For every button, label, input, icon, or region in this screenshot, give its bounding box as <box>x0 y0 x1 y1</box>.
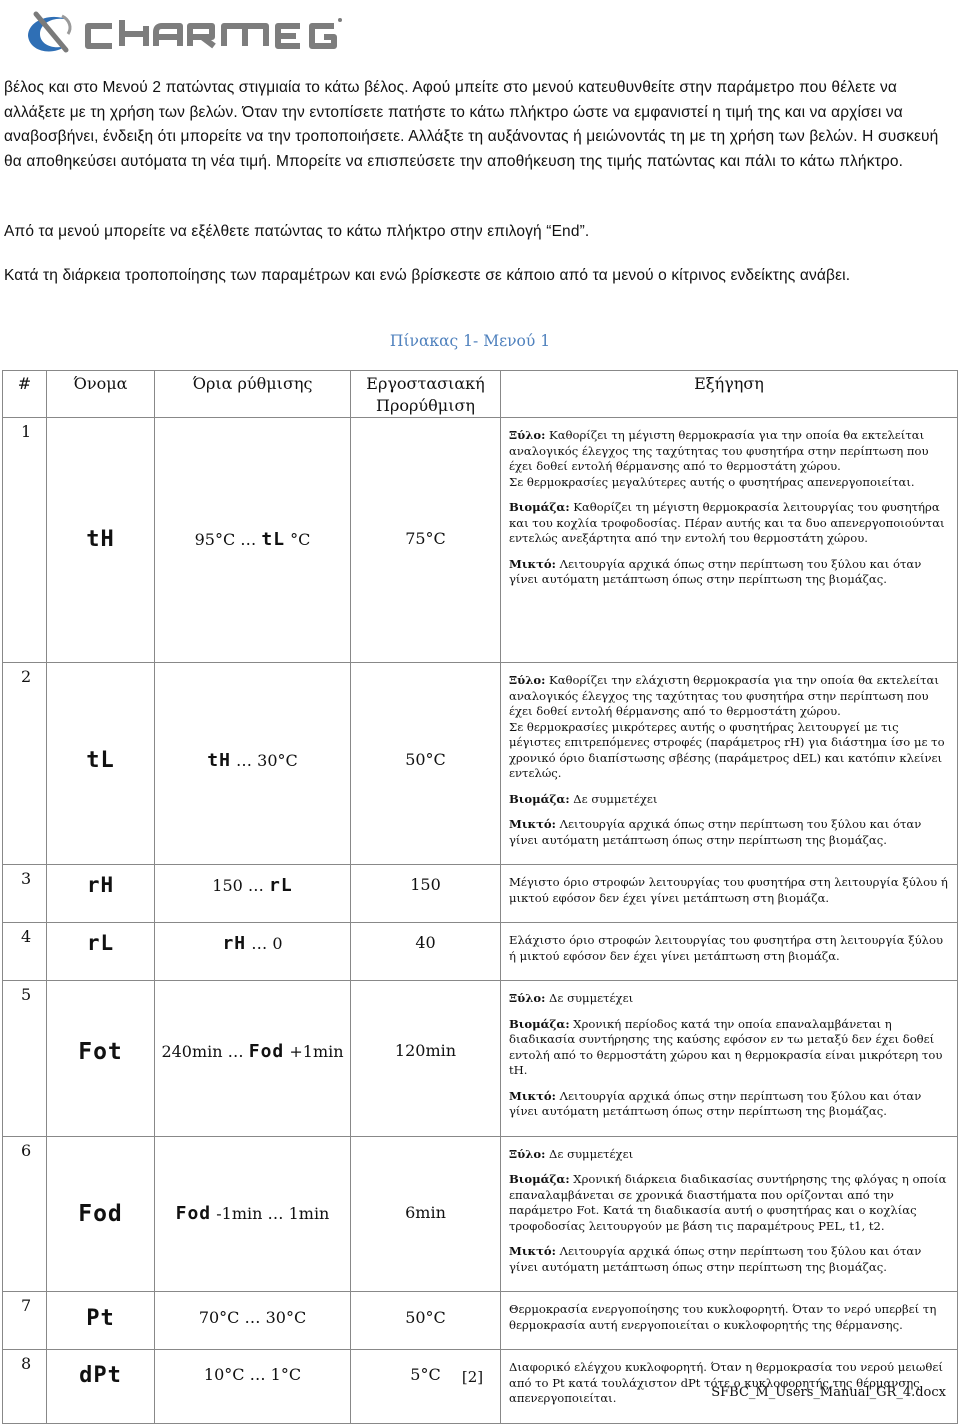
body-paragraph-instructions: βέλος και στο Μενού 2 πατώντας στιγμιαία το κάτω βέλος. Αφού μπείτε στο μενού κατευθυνθείτε στην παράμετρο που θέλετε να αλλάξετε με τη χρήση των βελών. Όταν την εντοπίσετε πατήστε το κάτω πλήκτρο ώστε να εμφανιστεί η τιμή της και να αρχίσει να αναβοσβήνει, ένδειξη ότι μπορείτε να την τροποποιήσετε. Αλλάξτε τη αυξάνοντας ή μειώνοντάς τη με τη χρήση των βελών. Η συσκευή θα αποθηκεύσει αυτόματα τη νέα τιμή. Μπορείτε να επισπεύσετε την αποθήκευση της τιμής πατώντας και πάλι το κάτω πλήκτρο. <box>4 79 939 170</box>
limits-cell <box>155 1136 351 1292</box>
explanation-text: Καθορίζει τη μέγιστη θερμοκρασία για την οποία θα εκτελείται αναλογικός έλεγχος της ταχύτητας του φυσητήρα στην περίπτωση που έχει δοθεί εντολή θέρμανσης από το θερμοστάτη χώρου. <box>509 428 929 473</box>
limits-text-b: °C <box>290 530 311 549</box>
body-paragraph-indicator: Κατά τη διάρκεια τροποποίησης των παραμέτρων και ενώ βρίσκεστε σε κάποιο από τα μενού ο κίτρινος ενδείκτης ανάβει. <box>4 267 851 284</box>
limits-cell <box>155 981 351 1137</box>
fuel-mode-label: Ξύλο: <box>509 673 546 687</box>
limits-value <box>155 1308 350 1327</box>
limits-text-a: 150 … <box>212 876 264 895</box>
explanation-cell <box>501 865 958 923</box>
table-row <box>3 865 958 923</box>
explanation-paragraph <box>509 875 951 906</box>
limits-text-a: 240min … <box>161 1042 244 1061</box>
explanation-text: Θερμοκρασία ενεργοποίησης του κυκλοφορητή. Όταν το νερό υπερβεί τη θερμοκρασία αυτή ενεργοποιείται ο κυκλοφορητής της θέρμανσης. <box>509 1302 937 1332</box>
explanation-extra: Σε θερμοκρασίες μικρότερες αυτής ο φυσητήρας λειτουργεί με τις μέγιστες επιτρεπόμενες στροφές (παράμετρος rH) για διάστημα ίσο με το χρονικό όριο διαπίστωσης σβέσης (παράμετρος dEL) και κατόπιν κλείνει εντελώς. <box>509 719 945 780</box>
factory-value: 120min <box>394 1041 457 1060</box>
explanation-paragraph <box>509 673 951 782</box>
explanation-paragraph <box>509 1302 951 1333</box>
header-num: # <box>3 371 47 418</box>
limits-cell <box>155 663 351 865</box>
limits-display-ref: rL <box>269 875 293 896</box>
limits-text-b: … 30°C <box>236 751 298 770</box>
fuel-mode-label: Μικτό: <box>509 1244 556 1258</box>
param-name-display: Fod <box>78 1200 123 1227</box>
limits-display-ref: tH <box>207 750 231 771</box>
param-name-cell <box>47 1292 155 1350</box>
explanation-text: Λειτουργία αρχικά όπως στην περίπτωση του ξύλου και όταν γίνει αυτόματη μετάπτωση όπως στην περίπτωση της βιομάζας. <box>509 556 922 586</box>
limits-text-b: +1min <box>289 1042 344 1061</box>
limits-value <box>155 875 350 896</box>
limits-text-a: 95°C … <box>194 530 257 549</box>
explanation-text: Καθορίζει τη μέγιστη θερμοκρασία λειτουργίας του φυσητήρα και του κοχλία τροφοδοσίας. Πέραν αυτής και τα δυο απενεργοποιούνται εντελώς ανεξάρτητα από την εντολή του θερμοστάτη χώρου. <box>509 500 945 545</box>
page-number: [2] <box>461 1368 484 1386</box>
param-name-display: rH <box>86 873 115 897</box>
limits-text-b: … 0 <box>251 934 283 953</box>
param-name-cell <box>47 1136 155 1292</box>
fuel-mode-label: Βιομάζα: <box>509 1172 570 1186</box>
explanation-paragraph <box>509 500 951 547</box>
row-number: 4 <box>3 923 47 981</box>
explanation-cell <box>501 923 958 981</box>
fuel-mode-label: Ξύλο: <box>509 428 546 442</box>
table-row <box>3 981 958 1137</box>
factory-cell <box>351 663 501 865</box>
factory-cell <box>351 418 501 663</box>
explanation-text: Χρονική διάρκεια διαδικασίας συντήρησης της φλόγας η οποία επαναλαμβάνεται σε χρονικά διαστήματα που ορίζονται από την παράμετρο Fot. Κατά τη διαδικασία αυτή ο φυσητήρας και ο κοχλίας τροφοδοσίας λειτουργούν με βάση τις παραμέτρους PEL, t1, t2. <box>509 1172 947 1233</box>
fuel-mode-label: Ξύλο: <box>509 1146 546 1161</box>
param-name-display: Pt <box>86 1306 115 1331</box>
factory-cell <box>351 865 501 923</box>
table-row <box>3 663 958 865</box>
param-name-display: tH <box>86 527 115 552</box>
row-number: 1 <box>3 418 47 663</box>
table-row <box>3 418 958 663</box>
explanation-text: Διαφορικό ελέγχου κυκλοφορητή. Όταν η θερμοκρασία του νερού μειωθεί από το Pt κατά τουλάχιστον dPt τότε ο κυκλοφορητής της θέρμανσης απενεργοποιείται. <box>509 1360 943 1405</box>
factory-cell <box>351 1350 501 1424</box>
explanation-text: Χρονική περίοδος κατά την οποία επαναλαμβάνεται η διαδικασία συντήρησης της καύσης εφόσον εν τω μεταξύ δεν έχει δοθεί εντολή από το θερμοστάτη χώρου και η θερμοκρασία είναι μικρότερη του tH. <box>509 1016 943 1077</box>
param-name-cell <box>47 981 155 1137</box>
table-row <box>3 1136 958 1292</box>
factory-cell <box>351 981 501 1137</box>
explanation-cell <box>501 1136 958 1292</box>
row-number: 2 <box>3 663 47 865</box>
param-name-cell <box>47 865 155 923</box>
row-number: 7 <box>3 1292 47 1350</box>
limits-text-a: 70°C … 30°C <box>198 1308 307 1327</box>
limits-value <box>155 529 350 550</box>
explanation-cell <box>501 981 958 1137</box>
param-name-cell <box>47 663 155 865</box>
header-explanation: Εξήγηση <box>501 371 958 418</box>
limits-text-a: 10°C … 1°C <box>203 1365 302 1384</box>
factory-value: 150 <box>410 875 441 894</box>
explanation-cell <box>501 1292 958 1350</box>
fuel-mode-label: Βιομάζα: <box>509 1016 570 1031</box>
explanation-text: Μέγιστο όριο στροφών λειτουργίας του φυσητήρα στη λειτουργία ξύλου ή μικτού εφόσον δεν έχει γίνει μετάπτωση στη βιομάζα. <box>509 875 948 905</box>
factory-cell <box>351 1136 501 1292</box>
fuel-mode-label: Μικτό: <box>509 556 556 571</box>
header-name: Όνομα <box>47 371 155 418</box>
param-name-cell <box>47 923 155 981</box>
explanation-paragraph <box>509 792 951 808</box>
explanation-paragraph <box>509 1017 951 1079</box>
limits-value <box>155 1203 350 1224</box>
explanation-paragraph <box>509 1172 951 1234</box>
row-number: 3 <box>3 865 47 923</box>
factory-value: 75°C <box>405 529 446 548</box>
explanation-paragraph <box>509 1244 951 1275</box>
fuel-mode-label: Μικτό: <box>509 817 556 831</box>
limits-cell <box>155 865 351 923</box>
company-logo <box>22 6 342 58</box>
factory-value: 5°C <box>410 1365 441 1384</box>
factory-cell <box>351 923 501 981</box>
param-name-cell <box>47 418 155 663</box>
fuel-mode-label: Βιομάζα: <box>509 791 570 806</box>
row-number: 6 <box>3 1136 47 1292</box>
explanation-text: Δε συμμετέχει <box>545 991 634 1005</box>
limits-display-ref: rH <box>222 933 247 954</box>
limits-value <box>155 933 350 954</box>
body-paragraph-exit: Από τα μενού μπορείτε να εξέλθετε πατώντας το κάτω πλήκτρο στην επιλογή “End”. <box>4 223 590 240</box>
explanation-paragraph <box>509 933 951 964</box>
fuel-mode-label: Βιομάζα: <box>509 500 570 514</box>
limits-cell <box>155 1350 351 1424</box>
menu-parameters-table <box>2 370 958 1424</box>
explanation-cell <box>501 663 958 865</box>
explanation-text: Λειτουργία αρχικά όπως στην περίπτωση του ξύλου και όταν γίνει αυτόματη μετάπτωση όπως στην περίπτωση της βιομάζας. <box>509 817 922 847</box>
explanation-paragraph <box>509 991 951 1007</box>
fuel-mode-label: Ξύλο: <box>509 991 546 1005</box>
limits-cell <box>155 923 351 981</box>
param-name-display: dPt <box>79 1363 122 1388</box>
limits-text-b: -1min … 1min <box>216 1203 330 1223</box>
fuel-mode-label: Μικτό: <box>509 1088 556 1103</box>
header-limits: Όρια ρύθμισης <box>155 371 351 418</box>
table-row <box>3 1292 958 1350</box>
factory-value: 50°C <box>405 750 446 769</box>
explanation-paragraph <box>509 557 951 588</box>
param-name-display: Fot <box>78 1039 123 1065</box>
factory-cell <box>351 1292 501 1350</box>
explanation-paragraph <box>509 1089 951 1120</box>
limits-cell <box>155 1292 351 1350</box>
limits-value <box>155 750 350 771</box>
explanation-text: Δε συμμετέχει <box>545 1146 634 1161</box>
limits-display-ref: Fod <box>248 1041 285 1062</box>
limits-cell <box>155 418 351 663</box>
explanation-text: Ελάχιστο όριο στροφών λειτουργίας του φυσητήρα στη λειτουργία ξύλου ή μικτού εφόσον δεν έχει γίνει μετάπτωση στη βιομάζα. <box>509 933 944 963</box>
factory-value: 50°C <box>405 1308 446 1327</box>
explanation-extra: Σε θερμοκρασίες μεγαλύτερες αυτής ο φυσητήρας απενεργοποιείται. <box>509 474 915 489</box>
row-number: 8 <box>3 1350 47 1424</box>
factory-value: 40 <box>415 933 436 952</box>
row-number: 5 <box>3 981 47 1137</box>
explanation-paragraph <box>509 428 951 490</box>
explanation-cell <box>501 418 958 663</box>
explanation-text: Λειτουργία αρχικά όπως στην περίπτωση του ξύλου και όταν γίνει αυτόματη μετάπτωση όπως στην περίπτωση της βιομάζας. <box>509 1088 922 1118</box>
param-name-cell <box>47 1350 155 1424</box>
param-name-display: rL <box>86 931 115 955</box>
limits-value <box>155 1041 350 1062</box>
explanation-paragraph <box>509 817 951 848</box>
table-caption: Πίνακας 1- Μενού 1 <box>389 332 551 350</box>
explanation-paragraph <box>509 1147 951 1163</box>
explanation-text: Λειτουργία αρχικά όπως στην περίπτωση του ξύλου και όταν γίνει αυτόματη μετάπτωση όπως στην περίπτωση της βιομάζας. <box>509 1244 922 1274</box>
param-name-display: tL <box>86 748 115 773</box>
limits-display-ref: Fod <box>175 1202 212 1224</box>
factory-value: 6min <box>405 1202 446 1222</box>
explanation-text: Καθορίζει την ελάχιστη θερμοκρασία για την οποία θα εκτελείται αναλογικός έλεγχος της ταχύτητας του φυσητήρα στην περίπτωση που έχει δοθεί εντολή θέρμανσης από το θερμοστάτη χώρου. <box>509 673 939 718</box>
table-row <box>3 923 958 981</box>
limits-display-ref: tL <box>261 529 286 550</box>
header-factory: Εργοστασιακή Προρύθμιση <box>351 371 501 418</box>
explanation-text: Δε συμμετέχει <box>569 791 658 806</box>
file-name: SFBC_M_Users_Manual_GR_4.docx <box>711 1385 946 1400</box>
